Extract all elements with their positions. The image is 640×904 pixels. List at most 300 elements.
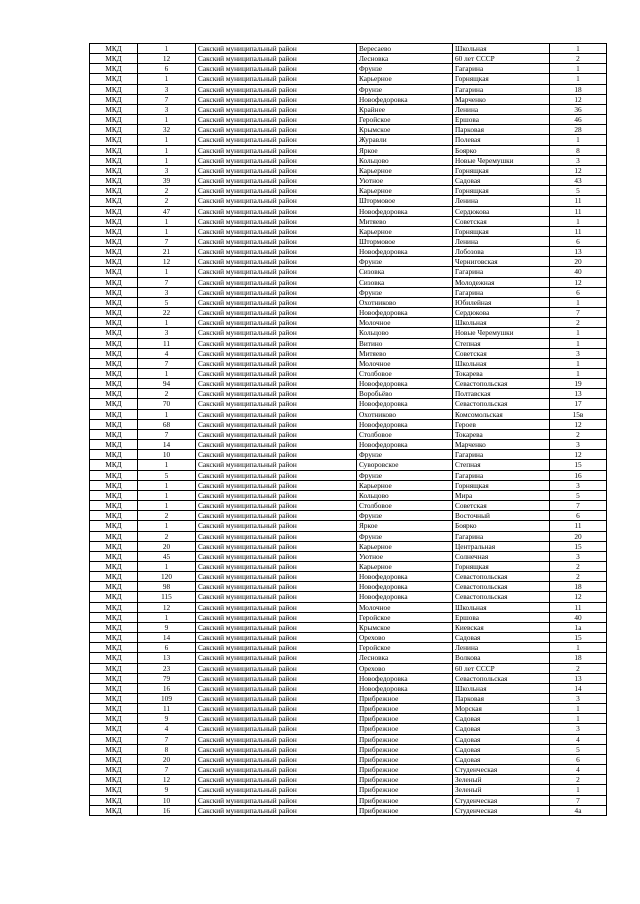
count-cell: 21 bbox=[138, 247, 196, 257]
type-cell: МКД bbox=[90, 186, 138, 196]
house-cell: 1 bbox=[550, 135, 607, 145]
street-cell: Черниговская bbox=[453, 257, 550, 267]
type-cell: МКД bbox=[90, 805, 138, 815]
table-row bbox=[90, 775, 607, 785]
table-row bbox=[90, 653, 607, 663]
type-cell: МКД bbox=[90, 429, 138, 439]
table-row bbox=[90, 795, 607, 805]
table-row bbox=[90, 176, 607, 186]
table-row bbox=[90, 683, 607, 693]
locality-cell: Столбовое bbox=[357, 369, 453, 379]
count-cell: 3 bbox=[138, 104, 196, 114]
type-cell: МКД bbox=[90, 765, 138, 775]
type-cell: МКД bbox=[90, 125, 138, 135]
house-cell: 12 bbox=[550, 165, 607, 175]
locality-cell: Яркое bbox=[357, 145, 453, 155]
type-cell: МКД bbox=[90, 582, 138, 592]
house-cell: 7 bbox=[550, 795, 607, 805]
district-cell: Сакский муниципальный район bbox=[196, 653, 357, 663]
count-cell: 45 bbox=[138, 551, 196, 561]
locality-cell: Кольцово bbox=[357, 328, 453, 338]
street-cell: Гагарина bbox=[453, 64, 550, 74]
house-cell: 12 bbox=[550, 450, 607, 460]
house-cell: 6 bbox=[550, 511, 607, 521]
district-cell: Сакский муниципальный район bbox=[196, 694, 357, 704]
house-cell: 5 bbox=[550, 744, 607, 754]
house-cell: 1а bbox=[550, 622, 607, 632]
locality-cell: Орехово bbox=[357, 663, 453, 673]
street-cell: Ершова bbox=[453, 612, 550, 622]
table-row bbox=[90, 287, 607, 297]
house-cell: 12 bbox=[550, 277, 607, 287]
count-cell: 3 bbox=[138, 84, 196, 94]
table-row bbox=[90, 318, 607, 328]
type-cell: МКД bbox=[90, 673, 138, 683]
house-cell: 36 bbox=[550, 104, 607, 114]
locality-cell: Геройское bbox=[357, 643, 453, 653]
house-cell: 14 bbox=[550, 683, 607, 693]
district-cell: Сакский муниципальный район bbox=[196, 74, 357, 84]
house-cell: 11 bbox=[550, 206, 607, 216]
street-cell: 60 лет СССР bbox=[453, 663, 550, 673]
district-cell: Сакский муниципальный район bbox=[196, 551, 357, 561]
district-cell: Сакский муниципальный район bbox=[196, 348, 357, 358]
table-row bbox=[90, 663, 607, 673]
type-cell: МКД bbox=[90, 704, 138, 714]
house-cell: 1 bbox=[550, 64, 607, 74]
type-cell: МКД bbox=[90, 480, 138, 490]
type-cell: МКД bbox=[90, 247, 138, 257]
count-cell: 1 bbox=[138, 409, 196, 419]
street-cell: Школьная bbox=[453, 44, 550, 54]
locality-cell: Кольцово bbox=[357, 490, 453, 500]
district-cell: Сакский муниципальный район bbox=[196, 490, 357, 500]
table-row bbox=[90, 541, 607, 551]
street-cell: Парковая bbox=[453, 125, 550, 135]
house-cell: 3 bbox=[550, 440, 607, 450]
count-cell: 1 bbox=[138, 369, 196, 379]
district-cell: Сакский муниципальный район bbox=[196, 673, 357, 683]
count-cell: 7 bbox=[138, 94, 196, 104]
table-row bbox=[90, 155, 607, 165]
count-cell: 7 bbox=[138, 358, 196, 368]
table-row bbox=[90, 765, 607, 775]
district-cell: Сакский муниципальный район bbox=[196, 521, 357, 531]
street-cell: Садовая bbox=[453, 724, 550, 734]
table-row bbox=[90, 44, 607, 54]
type-cell: МКД bbox=[90, 64, 138, 74]
type-cell: МКД bbox=[90, 683, 138, 693]
locality-cell: Митяево bbox=[357, 348, 453, 358]
count-cell: 1 bbox=[138, 521, 196, 531]
street-cell: Студенческая bbox=[453, 765, 550, 775]
table-row bbox=[90, 145, 607, 155]
locality-cell: Новофедоровка bbox=[357, 572, 453, 582]
locality-cell: Карьерное bbox=[357, 541, 453, 551]
table-row bbox=[90, 429, 607, 439]
locality-cell: Фрунзе bbox=[357, 84, 453, 94]
type-cell: МКД bbox=[90, 724, 138, 734]
street-cell: Садовая bbox=[453, 633, 550, 643]
locality-cell: Уютное bbox=[357, 176, 453, 186]
count-cell: 1 bbox=[138, 318, 196, 328]
street-cell: Новые Черемушки bbox=[453, 328, 550, 338]
type-cell: МКД bbox=[90, 561, 138, 571]
district-cell: Сакский муниципальный район bbox=[196, 389, 357, 399]
district-cell: Сакский муниципальный район bbox=[196, 399, 357, 409]
count-cell: 14 bbox=[138, 440, 196, 450]
house-cell: 12 bbox=[550, 94, 607, 104]
locality-cell: Новофедоровка bbox=[357, 379, 453, 389]
table-row bbox=[90, 104, 607, 114]
table-row bbox=[90, 531, 607, 541]
count-cell: 2 bbox=[138, 186, 196, 196]
table-row bbox=[90, 460, 607, 470]
house-cell: 15в bbox=[550, 409, 607, 419]
district-cell: Сакский муниципальный район bbox=[196, 602, 357, 612]
locality-cell: Прибрежное bbox=[357, 795, 453, 805]
count-cell: 16 bbox=[138, 683, 196, 693]
locality-cell: Новофедоровка bbox=[357, 247, 453, 257]
district-cell: Сакский муниципальный район bbox=[196, 84, 357, 94]
district-cell: Сакский муниципальный район bbox=[196, 622, 357, 632]
district-cell: Сакский муниципальный район bbox=[196, 734, 357, 744]
house-cell: 17 bbox=[550, 399, 607, 409]
type-cell: МКД bbox=[90, 165, 138, 175]
street-cell: Школьная bbox=[453, 358, 550, 368]
table-row bbox=[90, 135, 607, 145]
house-cell: 11 bbox=[550, 196, 607, 206]
street-cell: Зеленый bbox=[453, 785, 550, 795]
district-cell: Сакский муниципальный район bbox=[196, 145, 357, 155]
locality-cell: Новофедоровка bbox=[357, 399, 453, 409]
type-cell: МКД bbox=[90, 338, 138, 348]
count-cell: 10 bbox=[138, 795, 196, 805]
type-cell: МКД bbox=[90, 694, 138, 704]
district-cell: Сакский муниципальный район bbox=[196, 582, 357, 592]
count-cell: 11 bbox=[138, 704, 196, 714]
type-cell: МКД bbox=[90, 795, 138, 805]
street-cell: Гагарина bbox=[453, 450, 550, 460]
locality-cell: Журавли bbox=[357, 135, 453, 145]
district-cell: Сакский муниципальный район bbox=[196, 277, 357, 287]
count-cell: 7 bbox=[138, 277, 196, 287]
street-cell: Морская bbox=[453, 704, 550, 714]
table-row bbox=[90, 470, 607, 480]
type-cell: МКД bbox=[90, 369, 138, 379]
house-cell: 3 bbox=[550, 348, 607, 358]
type-cell: МКД bbox=[90, 358, 138, 368]
district-cell: Сакский муниципальный район bbox=[196, 247, 357, 257]
type-cell: МКД bbox=[90, 54, 138, 64]
street-cell: Севастопольская bbox=[453, 673, 550, 683]
locality-cell: Сизовка bbox=[357, 277, 453, 287]
house-cell: 5 bbox=[550, 490, 607, 500]
type-cell: МКД bbox=[90, 196, 138, 206]
type-cell: МКД bbox=[90, 308, 138, 318]
table-row bbox=[90, 744, 607, 754]
type-cell: МКД bbox=[90, 379, 138, 389]
locality-cell: Новофедоровка bbox=[357, 673, 453, 683]
district-cell: Сакский муниципальный район bbox=[196, 236, 357, 246]
count-cell: 32 bbox=[138, 125, 196, 135]
street-cell: Севастопольская bbox=[453, 399, 550, 409]
street-cell: Боярко bbox=[453, 145, 550, 155]
table-row bbox=[90, 196, 607, 206]
locality-cell: Геройское bbox=[357, 115, 453, 125]
locality-cell: Воробьёво bbox=[357, 389, 453, 399]
locality-cell: Крайнее bbox=[357, 104, 453, 114]
locality-cell: Новофедоровка bbox=[357, 440, 453, 450]
street-cell: Лобозова bbox=[453, 247, 550, 257]
district-cell: Сакский муниципальный район bbox=[196, 663, 357, 673]
house-cell: 4 bbox=[550, 734, 607, 744]
count-cell: 12 bbox=[138, 602, 196, 612]
street-cell: Сердюкова bbox=[453, 206, 550, 216]
count-cell: 7 bbox=[138, 734, 196, 744]
count-cell: 6 bbox=[138, 643, 196, 653]
type-cell: МКД bbox=[90, 297, 138, 307]
table-row bbox=[90, 490, 607, 500]
street-cell: Токарева bbox=[453, 429, 550, 439]
count-cell: 1 bbox=[138, 44, 196, 54]
house-cell: 13 bbox=[550, 673, 607, 683]
table-row bbox=[90, 348, 607, 358]
locality-cell: Молочное bbox=[357, 602, 453, 612]
street-cell: Марченко bbox=[453, 440, 550, 450]
type-cell: МКД bbox=[90, 155, 138, 165]
locality-cell: Фрунзе bbox=[357, 511, 453, 521]
house-cell: 1 bbox=[550, 338, 607, 348]
count-cell: 23 bbox=[138, 663, 196, 673]
house-cell: 18 bbox=[550, 84, 607, 94]
type-cell: МКД bbox=[90, 115, 138, 125]
count-cell: 9 bbox=[138, 622, 196, 632]
table-row bbox=[90, 399, 607, 409]
table-row bbox=[90, 94, 607, 104]
street-cell: Ленина bbox=[453, 196, 550, 206]
type-cell: МКД bbox=[90, 236, 138, 246]
count-cell: 68 bbox=[138, 419, 196, 429]
street-cell: Горнящкая bbox=[453, 480, 550, 490]
street-cell: Школьная bbox=[453, 318, 550, 328]
district-cell: Сакский муниципальный район bbox=[196, 328, 357, 338]
count-cell: 5 bbox=[138, 470, 196, 480]
locality-cell: Новофедоровка bbox=[357, 582, 453, 592]
table-row bbox=[90, 236, 607, 246]
count-cell: 14 bbox=[138, 633, 196, 643]
table-row bbox=[90, 389, 607, 399]
house-cell: 1 bbox=[550, 785, 607, 795]
table-row bbox=[90, 704, 607, 714]
type-cell: МКД bbox=[90, 501, 138, 511]
district-cell: Сакский муниципальный район bbox=[196, 470, 357, 480]
locality-cell: Сизовка bbox=[357, 267, 453, 277]
count-cell: 1 bbox=[138, 561, 196, 571]
table-row bbox=[90, 125, 607, 135]
type-cell: МКД bbox=[90, 663, 138, 673]
locality-cell: Геройское bbox=[357, 612, 453, 622]
street-cell: Героев bbox=[453, 419, 550, 429]
locality-cell: Фрунзе bbox=[357, 64, 453, 74]
count-cell: 2 bbox=[138, 389, 196, 399]
locality-cell: Прибрежное bbox=[357, 694, 453, 704]
type-cell: МКД bbox=[90, 145, 138, 155]
type-cell: МКД bbox=[90, 94, 138, 104]
house-cell: 6 bbox=[550, 236, 607, 246]
table-row bbox=[90, 74, 607, 84]
locality-cell: Столбовое bbox=[357, 429, 453, 439]
count-cell: 9 bbox=[138, 714, 196, 724]
table-row bbox=[90, 257, 607, 267]
street-cell: Гагарина bbox=[453, 470, 550, 480]
district-cell: Сакский муниципальный район bbox=[196, 318, 357, 328]
table-row bbox=[90, 612, 607, 622]
type-cell: МКД bbox=[90, 460, 138, 470]
district-cell: Сакский муниципальный район bbox=[196, 460, 357, 470]
street-cell: Юбилейная bbox=[453, 297, 550, 307]
district-cell: Сакский муниципальный район bbox=[196, 683, 357, 693]
locality-cell: Яркое bbox=[357, 521, 453, 531]
count-cell: 1 bbox=[138, 74, 196, 84]
street-cell: Волкова bbox=[453, 653, 550, 663]
house-cell: 43 bbox=[550, 176, 607, 186]
street-cell: Ленина bbox=[453, 236, 550, 246]
street-cell: Солнечная bbox=[453, 551, 550, 561]
house-cell: 1 bbox=[550, 714, 607, 724]
count-cell: 1 bbox=[138, 480, 196, 490]
street-cell: Школьная bbox=[453, 602, 550, 612]
count-cell: 12 bbox=[138, 257, 196, 267]
street-cell: Степная bbox=[453, 460, 550, 470]
locality-cell: Митяево bbox=[357, 216, 453, 226]
type-cell: МКД bbox=[90, 490, 138, 500]
type-cell: МКД bbox=[90, 531, 138, 541]
table-row bbox=[90, 805, 607, 815]
count-cell: 20 bbox=[138, 754, 196, 764]
type-cell: МКД bbox=[90, 734, 138, 744]
house-cell: 18 bbox=[550, 582, 607, 592]
locality-cell: Витино bbox=[357, 338, 453, 348]
count-cell: 1 bbox=[138, 226, 196, 236]
street-cell: Севастопольская bbox=[453, 582, 550, 592]
house-cell: 13 bbox=[550, 389, 607, 399]
locality-cell: Фрунзе bbox=[357, 450, 453, 460]
street-cell: Школьная bbox=[453, 683, 550, 693]
table-row bbox=[90, 724, 607, 734]
house-cell: 2 bbox=[550, 318, 607, 328]
street-cell: Садовая bbox=[453, 754, 550, 764]
street-cell: Сердюкова bbox=[453, 308, 550, 318]
district-cell: Сакский муниципальный район bbox=[196, 511, 357, 521]
district-cell: Сакский муниципальный район bbox=[196, 612, 357, 622]
table-row bbox=[90, 186, 607, 196]
district-cell: Сакский муниципальный район bbox=[196, 592, 357, 602]
street-cell: Горнящкая bbox=[453, 74, 550, 84]
count-cell: 1 bbox=[138, 115, 196, 125]
district-cell: Сакский муниципальный район bbox=[196, 450, 357, 460]
locality-cell: Прибрежное bbox=[357, 734, 453, 744]
street-cell: Садовая bbox=[453, 176, 550, 186]
house-cell: 1 bbox=[550, 369, 607, 379]
district-cell: Сакский муниципальный район bbox=[196, 704, 357, 714]
locality-cell: Крымское bbox=[357, 622, 453, 632]
street-cell: 60 лет СССР bbox=[453, 54, 550, 64]
district-cell: Сакский муниципальный район bbox=[196, 54, 357, 64]
locality-cell: Лесновка bbox=[357, 653, 453, 663]
table-row bbox=[90, 633, 607, 643]
type-cell: МКД bbox=[90, 318, 138, 328]
type-cell: МКД bbox=[90, 541, 138, 551]
type-cell: МКД bbox=[90, 135, 138, 145]
table-row bbox=[90, 165, 607, 175]
locality-cell: Карьерное bbox=[357, 74, 453, 84]
district-cell: Сакский муниципальный район bbox=[196, 216, 357, 226]
count-cell: 39 bbox=[138, 176, 196, 186]
locality-cell: Столбовое bbox=[357, 501, 453, 511]
type-cell: МКД bbox=[90, 44, 138, 54]
house-cell: 16 bbox=[550, 470, 607, 480]
house-cell: 3 bbox=[550, 155, 607, 165]
table-row bbox=[90, 409, 607, 419]
locality-cell: Прибрежное bbox=[357, 714, 453, 724]
street-cell: Боярко bbox=[453, 521, 550, 531]
table-row bbox=[90, 216, 607, 226]
street-cell: Гагарина bbox=[453, 267, 550, 277]
locality-cell: Карьерное bbox=[357, 226, 453, 236]
street-cell: Севастопольская bbox=[453, 592, 550, 602]
type-cell: МКД bbox=[90, 348, 138, 358]
house-cell: 15 bbox=[550, 541, 607, 551]
locality-cell: Крымское bbox=[357, 125, 453, 135]
district-cell: Сакский муниципальный район bbox=[196, 358, 357, 368]
locality-cell: Карьерное bbox=[357, 561, 453, 571]
count-cell: 1 bbox=[138, 612, 196, 622]
house-cell: 5 bbox=[550, 186, 607, 196]
count-cell: 12 bbox=[138, 775, 196, 785]
district-cell: Сакский муниципальный район bbox=[196, 64, 357, 74]
type-cell: МКД bbox=[90, 612, 138, 622]
street-cell: Степная bbox=[453, 338, 550, 348]
district-cell: Сакский муниципальный район bbox=[196, 379, 357, 389]
locality-cell: Карьерное bbox=[357, 165, 453, 175]
street-cell: Парковая bbox=[453, 694, 550, 704]
type-cell: МКД bbox=[90, 592, 138, 602]
type-cell: МКД bbox=[90, 450, 138, 460]
table-row bbox=[90, 734, 607, 744]
locality-cell: Фрунзе bbox=[357, 531, 453, 541]
house-cell: 1 bbox=[550, 358, 607, 368]
count-cell: 70 bbox=[138, 399, 196, 409]
table-row bbox=[90, 84, 607, 94]
district-cell: Сакский муниципальный район bbox=[196, 369, 357, 379]
type-cell: МКД bbox=[90, 176, 138, 186]
type-cell: МКД bbox=[90, 409, 138, 419]
locality-cell: Охотниково bbox=[357, 409, 453, 419]
count-cell: 1 bbox=[138, 490, 196, 500]
count-cell: 13 bbox=[138, 653, 196, 663]
count-cell: 120 bbox=[138, 572, 196, 582]
district-cell: Сакский муниципальный район bbox=[196, 155, 357, 165]
type-cell: МКД bbox=[90, 775, 138, 785]
type-cell: МКД bbox=[90, 419, 138, 429]
district-cell: Сакский муниципальный район bbox=[196, 765, 357, 775]
housing-table-body bbox=[90, 44, 607, 816]
count-cell: 6 bbox=[138, 64, 196, 74]
district-cell: Сакский муниципальный район bbox=[196, 724, 357, 734]
count-cell: 1 bbox=[138, 267, 196, 277]
street-cell: Горнящкая bbox=[453, 165, 550, 175]
